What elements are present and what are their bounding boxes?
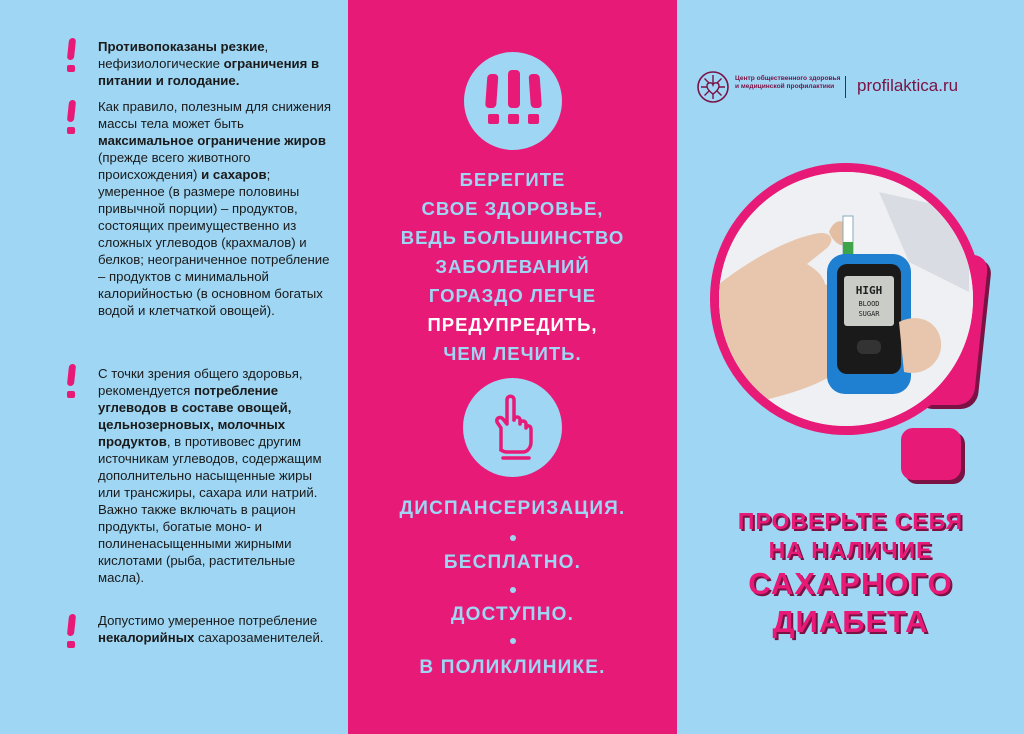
paragraph-carbohydrates: С точки зрения общего здоровья, рекомендуется потребление углеводов в составе овощей, цельнозерновых, молочных продуктов, в противовес другим источникам углеводов, содержащим дополнительно насыщенные жиры или трансжиры, сахара или натрий. Важно также включать в рацион продукты, богатые моно- и полиненасыщенными жирными кислотами (рыба, растительные масла). — [98, 366, 322, 585]
item-accessible: ДОСТУПНО. — [450, 604, 575, 625]
bullet-dot — [510, 535, 516, 541]
website-link[interactable]: profilaktica.ru — [857, 76, 959, 95]
big-exclamation-dot — [901, 428, 961, 480]
bullet-dot — [510, 587, 516, 593]
meter-blood-label: BLOOD — [858, 300, 880, 308]
organization-name: Центр общественного здоровья и медицинской профилактики — [735, 75, 841, 90]
slogan-highlight: ПРЕДУПРЕДИТЬ, — [427, 314, 598, 335]
right-panel — [677, 0, 1024, 734]
headline: ПРОВЕРЬТЕ СЕБЯ НА НАЛИЧИЕ САХАРНОГО ДИАБЕТА — [737, 508, 964, 639]
middle-panel — [348, 0, 677, 734]
item-dispensarization: ДИСПАНСЕРИЗАЦИЯ. — [399, 498, 626, 519]
paragraph-weight-loss: Как правило, полезным для снижения массы тела может быть максимальное ограничение жиров (прежде всего животного происхождения) и сахаров; умеренное (в размере половины привычной порции) – продуктов, состоящих преимущественно из сложных углеводов (крахмалов) и белков; неограниченное потребление – продуктов с минимальной калорийностью (в основном богатых водой и клетчаткой овощей). — [98, 99, 331, 318]
bold-text: ограничения в питании и голодание. — [98, 56, 320, 88]
exclamation-icon — [62, 100, 84, 136]
meter-high-label: HIGH — [855, 284, 883, 297]
exclamation-icon — [62, 38, 84, 74]
left-panel — [0, 0, 348, 734]
slogan: БЕРЕГИТЕ СВОЕ ЗДОРОВЬЕ, ВЕДЬ БОЛЬШИНСТВО ЗАБОЛЕВАНИЙ ГОРАЗДО ЛЕГЧЕ ПРЕДУПРЕДИТЬ, ЧЕМ ЛЕЧИТЬ. — [348, 165, 677, 368]
exclamation-icon — [62, 614, 84, 650]
item-in-clinic: В ПОЛИКЛИНИКЕ. — [419, 657, 606, 678]
bold-text: Противопоказаны резкие — [98, 39, 265, 54]
item-free: БЕСПЛАТНО. — [443, 552, 582, 573]
bullet-dot — [510, 638, 516, 644]
paragraph-restrictions: Противопоказаны резкие, нефизиологические ограничения в питании и голодание. — [98, 39, 320, 88]
divider — [845, 76, 846, 98]
triple-exclamation-icon — [464, 52, 562, 150]
meter-sugar-label: SUGAR — [858, 310, 880, 318]
raised-finger-icon — [463, 378, 562, 477]
exclamation-icon — [62, 364, 84, 400]
organization-logo-icon — [696, 70, 730, 104]
paragraph-sweeteners: Допустимо умеренное потребление некалорийных сахарозаменителей. — [98, 613, 324, 645]
glucose-meter-photo — [710, 163, 982, 435]
